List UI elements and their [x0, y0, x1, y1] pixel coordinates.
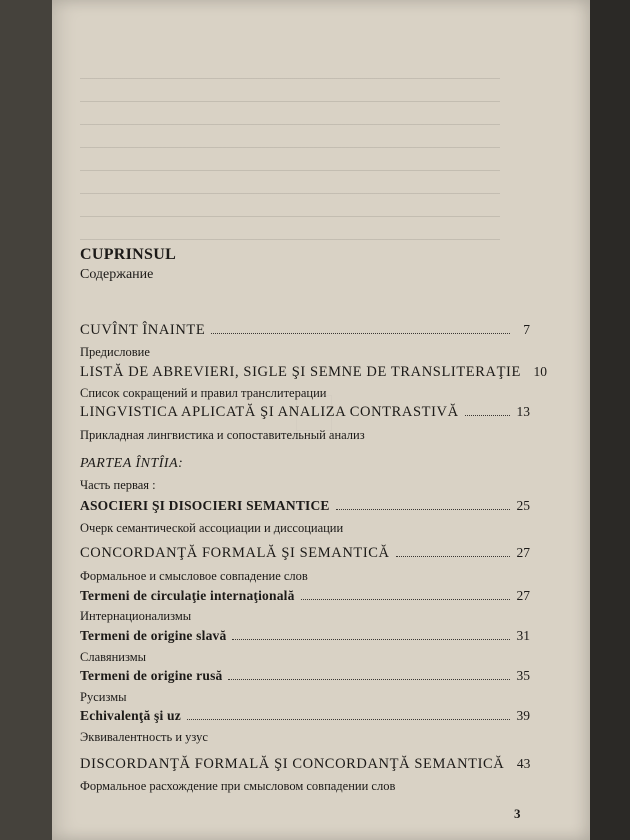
page-subtitle: Содержание — [80, 267, 154, 282]
toc-entry-translation: Русизмы — [80, 690, 127, 704]
toc-entry — [80, 628, 530, 648]
leader-dots — [232, 638, 510, 640]
toc-entry-translation: Прикладная лингвистика и сопоставительный анализ — [80, 428, 365, 442]
toc-entry-label: Termeni de circulaţie internaţională — [80, 588, 295, 603]
book-edge — [590, 0, 630, 840]
toc-entry-page: 35 — [516, 668, 530, 683]
toc-entry — [80, 588, 530, 608]
leader-dots — [211, 332, 510, 334]
toc-entry-translation: Очерк семантической ассоциации и диссоциации — [80, 521, 344, 535]
toc-entry-label: LINGVISTICA APLICATĂ ŞI ANALIZA CONTRASTIVĂ — [80, 404, 459, 420]
toc-entry-translation: Список сокращений и правил транслитерации — [80, 386, 327, 400]
toc-entry-page: 31 — [516, 628, 530, 643]
book-spine-shadow — [0, 0, 52, 840]
toc-entry-label: ASOCIERI ŞI DISOCIERI SEMANTICE — [80, 498, 330, 513]
toc-entry — [80, 404, 530, 424]
toc-entry — [80, 498, 530, 518]
toc-entry-page: 27 — [516, 588, 530, 603]
leader-dots — [228, 678, 510, 680]
toc-entry — [80, 364, 547, 384]
toc-entry-translation: Эквивалентность и узус — [80, 730, 208, 744]
show-through-text — [80, 60, 500, 240]
toc-entry — [80, 668, 530, 688]
toc-entry-label: CONCORDANŢĂ FORMALĂ ŞI SEMANTICĂ — [80, 545, 390, 561]
toc-entry-translation: Славянизмы — [80, 650, 147, 664]
toc-entry-label: Termeni de origine rusă — [80, 668, 223, 683]
leader-dots — [187, 718, 510, 720]
leader-dots — [336, 508, 510, 510]
toc-entry — [80, 708, 530, 728]
toc-entry-page: 25 — [516, 498, 530, 513]
toc-entry-page: 10 — [533, 364, 547, 379]
toc-entry-label: LISTĂ DE ABREVIERI, SIGLE ŞI SEMNE DE TRANSLITERAŢIE — [80, 364, 521, 380]
toc-entry-label: Termeni de origine slavă — [80, 628, 227, 643]
toc-entry — [80, 322, 530, 342]
toc-entry-translation: Предисловие — [80, 345, 150, 359]
toc-entry-translation: Формальное и смысловое совпадение слов — [80, 569, 308, 583]
leader-dots — [301, 598, 510, 600]
toc-entry-page: 39 — [516, 708, 530, 723]
toc-entry — [80, 756, 530, 776]
toc-entry-translation: Интернационализмы — [80, 609, 192, 623]
part-subtitle: Часть первая : — [80, 478, 156, 492]
toc-entry-page: 7 — [523, 322, 530, 337]
leader-dots — [396, 555, 510, 557]
part-title: PARTEA ÎNTÎIA: — [80, 456, 184, 471]
page-number: 3 — [514, 806, 521, 821]
toc-entry-page: 43 — [516, 756, 531, 771]
page-title: CUPRINSUL — [80, 246, 177, 263]
toc-entry-page: 27 — [516, 545, 530, 560]
toc-entry — [80, 545, 530, 565]
leader-dots — [465, 414, 510, 416]
toc-entry-label: DISCORDANŢĂ FORMALĂ ŞI CONCORDANŢĂ SEMANTICĂ — [80, 756, 505, 772]
toc-entry-label: Echivalenţă şi uz — [80, 708, 181, 723]
toc-entry-translation: Формальное расхождение при смысловом совпадении слов — [80, 779, 396, 793]
toc-entry-label: CUVÎNT ÎNAINTE — [80, 322, 206, 338]
toc-entry-page: 13 — [516, 404, 530, 419]
